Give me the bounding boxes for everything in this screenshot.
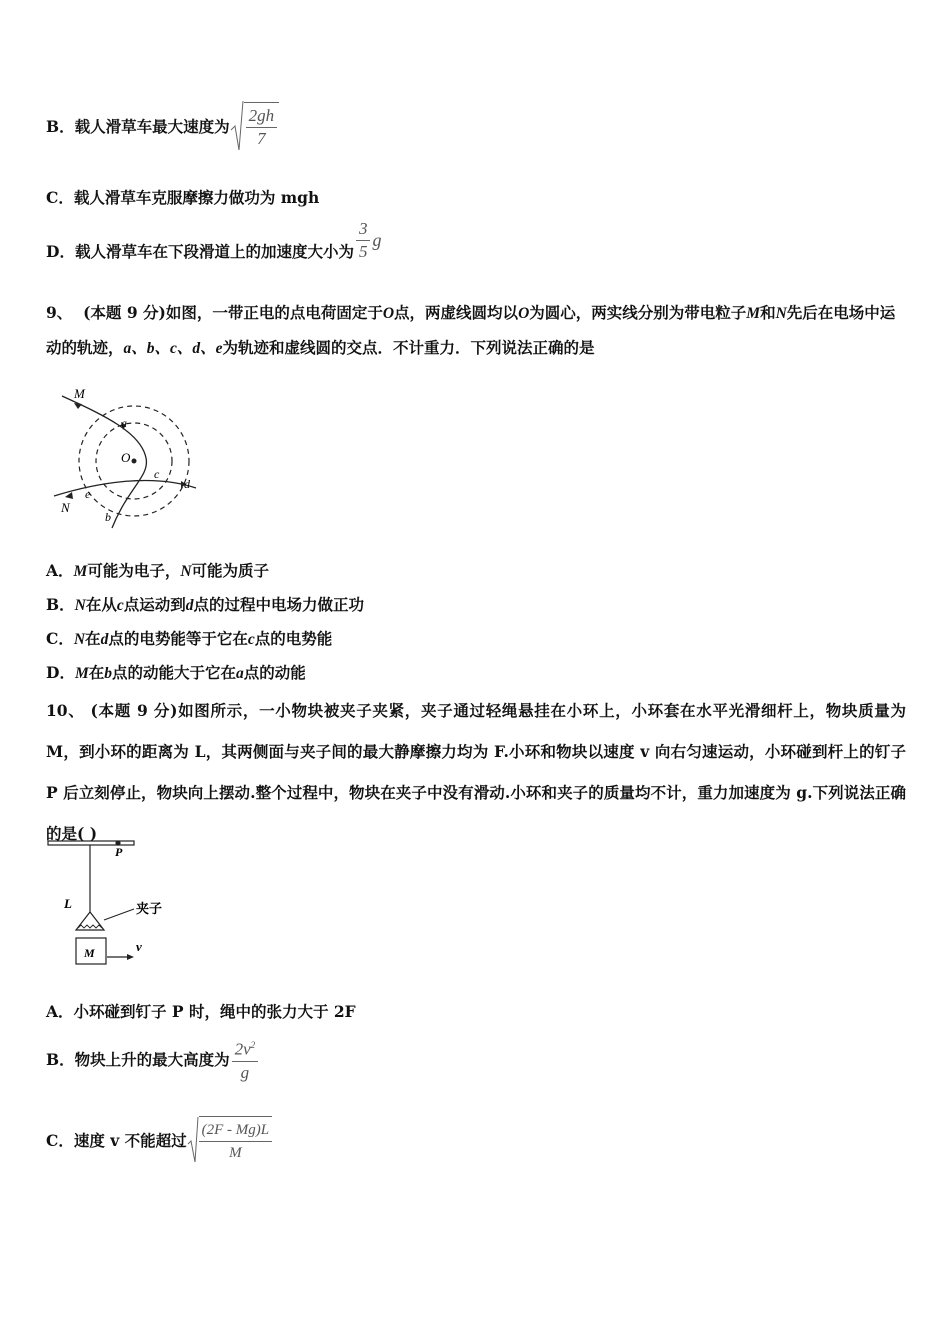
- q10-option-a: A．小环碰到钉子 P 时，绳中的张力大于 2F: [46, 1002, 356, 1021]
- q9-stem-var: N: [775, 305, 787, 322]
- q9-option-b: [46, 593, 364, 615]
- q9-number: 9、: [46, 303, 73, 322]
- option-prefix: D．: [46, 663, 75, 682]
- clip-leader-line: [104, 909, 134, 920]
- trajectory-N: [54, 480, 196, 496]
- q10-option-b: [46, 1034, 260, 1084]
- q10-b-denominator: g: [240, 1062, 250, 1082]
- q9-stem-part: 先后在电场中运动的轨迹，: [46, 303, 896, 357]
- q10-b-num-exp: 2: [250, 1040, 256, 1050]
- q8-d-variable: g: [372, 230, 382, 250]
- option-var: M: [73, 563, 88, 580]
- option-var: b: [104, 665, 113, 682]
- option-text: 在从: [85, 595, 117, 614]
- option-text: 在: [85, 629, 101, 648]
- option-prefix: C．: [46, 629, 74, 648]
- label-L: L: [64, 896, 72, 911]
- q10-stem: 10、 (本题 9 分)如图所示，一小物块被夹子夹紧，夹子通过轻绳悬挂在小环上，小环套在水平光滑细杆上，物块质量为 M，到小环的距离为 L，其两侧面与夹子间的最大静摩擦力均为 F.小环和物块以速度 v 向右匀速运动，小环碰到杆上的钉子 P 后立刻停止，物块向上摆动.整个过程中，物块在夹子中没有滑动.小环和夹子的质量均不计，重力加速度为 g.下列说法正确的是( ): [46, 701, 906, 843]
- label-c: c: [154, 467, 160, 481]
- q9-stem-part: 和: [760, 303, 776, 322]
- option-var: d: [100, 631, 109, 648]
- q9-stem-part: 点，两虚线圆均以: [394, 303, 519, 322]
- clip-shape: [76, 912, 104, 930]
- option-var: N: [73, 631, 86, 648]
- q9-stem-var: O: [518, 305, 530, 322]
- label-a: a: [121, 416, 127, 430]
- label-e: e: [85, 487, 91, 501]
- q9-stem-var: a、b、c、d、e: [123, 340, 223, 357]
- q10-option-c-text: C．速度 v 不能超过: [46, 1131, 187, 1150]
- option-var: a: [236, 665, 244, 682]
- q8-option-b-formula: [230, 100, 280, 152]
- q10-b-numerator: [232, 1034, 259, 1062]
- label-N: N: [61, 500, 70, 515]
- q9-figure: [46, 378, 216, 538]
- q10-c-denominator: M: [229, 1145, 242, 1161]
- option-text: 在: [88, 663, 105, 682]
- label-M: M: [84, 946, 95, 960]
- q10-c-numerator: (2F - Mg)L: [199, 1119, 273, 1142]
- q10-figure: [46, 838, 186, 970]
- option-var: c: [247, 631, 255, 648]
- q9-stem: [46, 296, 906, 366]
- label-d: d: [184, 477, 190, 491]
- option-text: 点的动能: [243, 663, 306, 682]
- option-text: 可能为电子，: [87, 561, 181, 580]
- option-var: d: [185, 597, 194, 614]
- q9-option-d: [46, 661, 306, 683]
- q10-option-c: [46, 1116, 272, 1164]
- q9-stem-part: 为轨迹和虚线圆的交点．不计重力．下列说法正确的是: [222, 338, 595, 357]
- q9-option-a: [46, 559, 269, 581]
- option-prefix: B．: [46, 595, 75, 614]
- option-var: N: [180, 563, 192, 580]
- label-b: b: [105, 510, 111, 524]
- option-text: 点的电势能等于它在: [108, 629, 248, 648]
- q10-option-c-formula: [187, 1116, 273, 1164]
- q8-option-d: [46, 218, 381, 263]
- q8-b-numerator: 2gh: [246, 105, 278, 128]
- q10-option-b-text: B．物块上升的最大高度为: [46, 1049, 230, 1069]
- option-text: 可能为质子: [191, 561, 270, 580]
- q10-b-num-base: 2v: [234, 1039, 251, 1059]
- option-prefix: A．: [46, 561, 74, 580]
- q8-b-denominator: 7: [257, 129, 266, 148]
- q8-option-c: C．载人滑草车克服摩擦力做功为 mgh: [46, 188, 320, 207]
- label-clip: 夹子: [136, 901, 163, 916]
- q8-option-b-text: B．载人滑草车最大速度为: [46, 117, 230, 136]
- option-var: N: [74, 597, 86, 614]
- q8-option-d-fraction: [356, 218, 371, 263]
- q9-stem-part: 为圆心，两实线分别为带电粒子: [529, 303, 747, 322]
- option-text: 点的电势能: [254, 629, 333, 648]
- label-v: v: [136, 939, 142, 954]
- velocity-arrow-head: [127, 954, 134, 960]
- q9-stem-part: (本题 9 分)如图，一带正电的点电荷固定于: [83, 303, 383, 322]
- option-text: 点的过程中电场力做正功: [193, 595, 364, 614]
- arrow-M: [74, 403, 82, 409]
- q8-option-b: [46, 100, 279, 152]
- label-M: M: [74, 386, 85, 401]
- label-P: P: [115, 845, 123, 859]
- q8-d-denominator: 5: [358, 242, 368, 261]
- q8-d-numerator: 3: [356, 218, 371, 241]
- option-text: 点的动能大于它在: [112, 663, 237, 682]
- label-O: O: [121, 450, 131, 465]
- q9-stem-var: O: [382, 305, 395, 322]
- q9-stem-var: M: [746, 305, 761, 322]
- option-var: c: [116, 597, 124, 614]
- clip-spring: [78, 925, 102, 928]
- q9-option-c: [46, 627, 332, 649]
- q10-option-b-fraction: [232, 1034, 259, 1084]
- option-var: M: [74, 665, 89, 682]
- option-text: 点运动到: [123, 595, 186, 614]
- charge-O-dot: [132, 459, 137, 464]
- q8-option-d-text: D．载人滑草车在下段滑道上的加速度大小为: [46, 241, 354, 261]
